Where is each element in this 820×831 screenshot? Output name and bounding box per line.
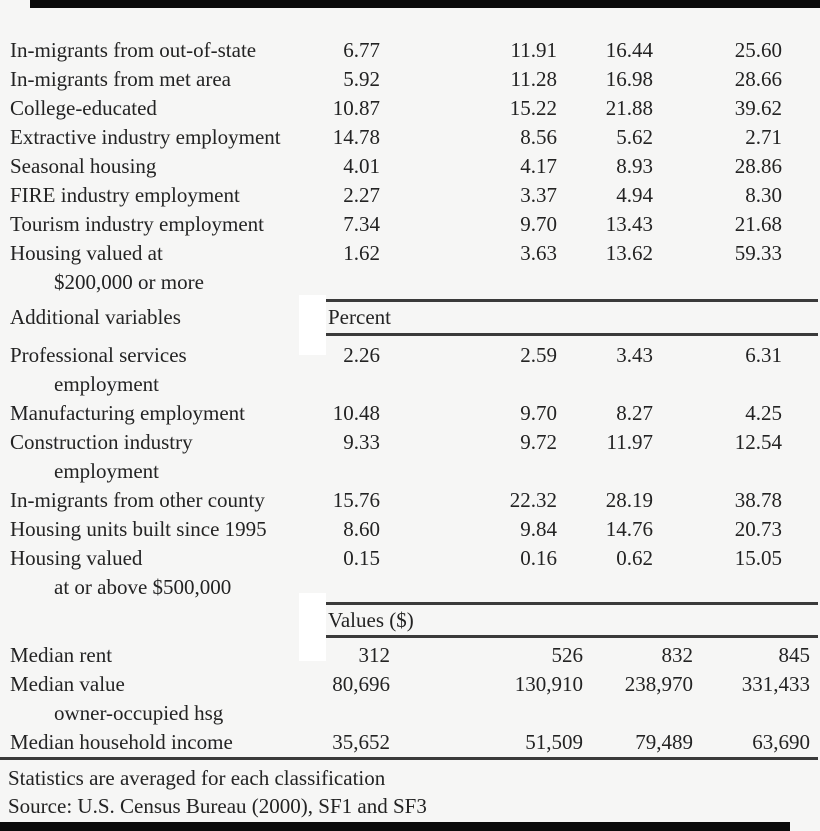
table-row (0, 65, 820, 94)
row-label-line: $200,000 or more (54, 270, 204, 294)
row-label-line: employment (54, 459, 159, 483)
value-cell: 16.44 (605, 38, 653, 62)
table-row (0, 544, 820, 602)
value-cell: 4.94 (616, 183, 653, 207)
value-cell: 14.76 (605, 517, 653, 541)
value-cell: 4.01 (343, 154, 380, 178)
value-cell: 15.05 (734, 546, 782, 570)
value-cell: 2.26 (343, 343, 380, 367)
value-cell: 8.93 (616, 154, 653, 178)
table-row (0, 728, 820, 757)
table-row (0, 515, 820, 544)
row-label-line: Extractive industry employment (10, 125, 281, 149)
value-cell: 6.77 (343, 38, 380, 62)
row-label-line: Median rent (10, 643, 113, 667)
footnote-source: Source: U.S. Census Bureau (2000), SF1 and SF3 (8, 794, 427, 818)
scan-bar-bottom (0, 822, 790, 831)
value-cell: 28.86 (734, 154, 782, 178)
value-cell: 11.91 (510, 38, 557, 62)
value-cell: 0.16 (520, 546, 557, 570)
section-rule-bottom (325, 333, 818, 336)
value-cell: 28.66 (734, 67, 782, 91)
row-label-line: In-migrants from out-of-state (10, 38, 257, 62)
row-label (0, 123, 320, 152)
value-cell: 2.27 (343, 183, 380, 207)
value-cell: 9.33 (343, 430, 380, 454)
table-row (0, 428, 820, 486)
value-cell: 9.70 (520, 401, 557, 425)
value-cell: 39.62 (734, 96, 782, 120)
row-label (0, 239, 320, 297)
value-cell: 14.78 (332, 125, 380, 149)
value-cell: 11.28 (510, 67, 557, 91)
value-cell: 25.60 (734, 38, 782, 62)
value-cell: 12.54 (734, 430, 782, 454)
value-cell: 35,652 (332, 730, 390, 754)
value-cell: 38.78 (734, 488, 782, 512)
value-cell: 9.72 (520, 430, 557, 454)
value-cell: 63,690 (752, 730, 810, 754)
table-row (0, 239, 820, 297)
value-cell: 16.98 (605, 67, 653, 91)
value-cell: 8.56 (520, 125, 557, 149)
table-row (0, 94, 820, 123)
value-cell: 10.87 (332, 96, 380, 120)
value-cell: 13.62 (605, 241, 653, 265)
row-label-line: Construction industry (10, 430, 193, 454)
section-header-row (0, 302, 820, 333)
value-cell: 3.43 (616, 343, 653, 367)
value-cell: 79,489 (635, 730, 693, 754)
value-cell: 3.37 (520, 183, 557, 207)
value-cell: 7.34 (343, 212, 380, 236)
row-label (0, 641, 320, 670)
row-label-line: Median value (10, 672, 125, 696)
value-cell: 6.31 (745, 343, 782, 367)
value-cell: 22.32 (509, 488, 557, 512)
row-label (0, 428, 320, 486)
table-row (0, 36, 820, 65)
row-label-line: Housing valued (10, 546, 143, 570)
value-cell: 28.19 (605, 488, 653, 512)
row-label-line: FIRE industry employment (10, 183, 240, 207)
row-label (0, 728, 320, 757)
row-label (0, 36, 320, 65)
section-unit-label: Values ($) (328, 607, 414, 632)
row-label-line: In-migrants from other county (10, 488, 265, 512)
table-row (0, 181, 820, 210)
value-cell: 8.27 (616, 401, 653, 425)
table-row (0, 486, 820, 515)
value-cell: 51,509 (525, 730, 583, 754)
table-row (0, 641, 820, 670)
table-row (0, 210, 820, 239)
value-cell: 2.71 (745, 125, 782, 149)
row-label (0, 181, 320, 210)
footnote-statistics: Statistics are averaged for each classification (8, 766, 386, 790)
value-cell: 80,696 (332, 672, 390, 696)
row-label (0, 544, 320, 602)
value-cell: 59.33 (734, 241, 782, 265)
value-cell: 5.62 (616, 125, 653, 149)
row-label-line: Tourism industry employment (10, 212, 265, 236)
row-label-line: In-migrants from met area (10, 67, 231, 91)
value-cell: 21.68 (734, 212, 782, 236)
row-label-line: owner-occupied hsg (54, 701, 224, 725)
value-cell: 10.48 (332, 401, 380, 425)
value-cell: 3.63 (520, 241, 557, 265)
value-cell: 5.92 (343, 67, 380, 91)
value-cell: 238,970 (624, 672, 693, 696)
section-left-label: Additional variables (10, 305, 181, 329)
table-row (0, 123, 820, 152)
value-cell: 8.60 (343, 517, 380, 541)
table-bottom-rule (0, 757, 818, 760)
table-row (0, 341, 820, 399)
scan-bar-top (30, 0, 820, 8)
section-divider (0, 299, 820, 336)
row-label (0, 670, 320, 728)
value-cell: 11.97 (606, 430, 653, 454)
white-patch-values (299, 593, 326, 661)
row-label (0, 152, 320, 181)
row-label-line: Housing units built since 1995 (10, 517, 267, 541)
section-unit-label: Percent (328, 305, 391, 329)
white-patch-percent (299, 295, 326, 355)
value-cell: 526 (551, 643, 583, 667)
row-label-line: Manufacturing employment (10, 401, 246, 425)
row-label (0, 210, 320, 239)
row-label-line: employment (54, 372, 159, 396)
row-label (0, 399, 320, 428)
row-label-line: Seasonal housing (10, 154, 157, 178)
value-cell: 9.70 (520, 212, 557, 236)
table-row (0, 152, 820, 181)
section-divider (0, 602, 820, 638)
value-cell: 4.17 (520, 154, 557, 178)
value-cell: 0.15 (343, 546, 380, 570)
table-row (0, 670, 820, 728)
value-cell: 9.84 (520, 517, 557, 541)
row-label-line: Housing valued at (10, 241, 163, 265)
value-cell: 15.22 (509, 96, 557, 120)
row-label (0, 65, 320, 94)
table-row (0, 399, 820, 428)
value-cell: 2.59 (520, 343, 557, 367)
value-cell: 20.73 (734, 517, 782, 541)
value-cell: 8.30 (745, 183, 782, 207)
value-cell: 21.88 (605, 96, 653, 120)
section-rule-bottom (325, 635, 818, 638)
value-cell: 0.62 (616, 546, 653, 570)
value-cell: 832 (661, 643, 693, 667)
row-label-line: at or above $500,000 (54, 575, 232, 599)
value-cell: 130,910 (514, 672, 583, 696)
value-cell: 312 (358, 643, 390, 667)
row-label-line: College-educated (10, 96, 157, 120)
value-cell: 331,433 (741, 672, 810, 696)
value-cell: 845 (778, 643, 810, 667)
value-cell: 1.62 (343, 241, 380, 265)
value-cell: 15.76 (332, 488, 380, 512)
row-label (0, 94, 320, 123)
row-label (0, 341, 320, 399)
footnotes (0, 764, 820, 820)
row-label (0, 486, 320, 515)
value-cell: 4.25 (745, 401, 782, 425)
row-label (0, 515, 320, 544)
row-label-line: Professional services (10, 343, 187, 367)
row-label-line: Median household income (10, 730, 233, 754)
section-header-row (0, 605, 820, 635)
value-cell: 13.43 (605, 212, 653, 236)
